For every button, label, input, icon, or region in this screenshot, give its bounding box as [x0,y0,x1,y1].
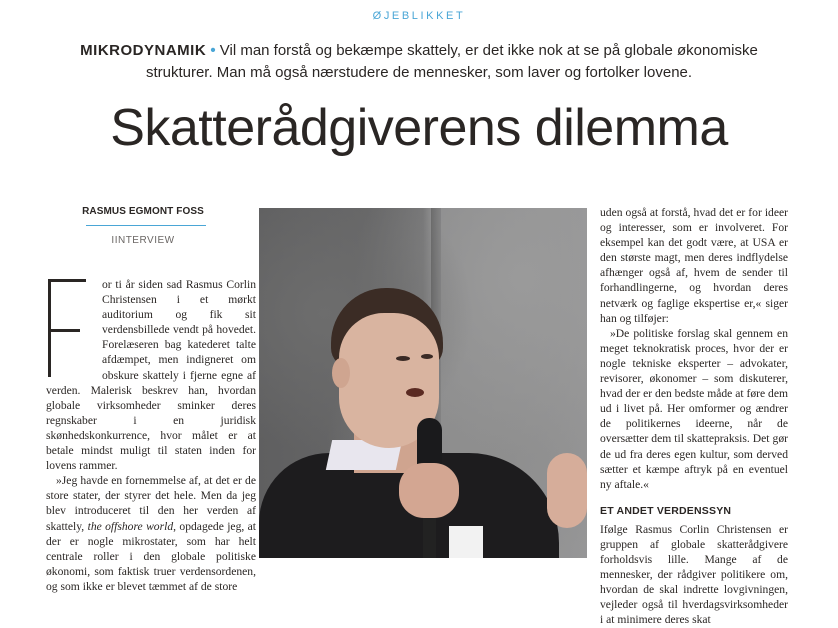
paragraph-5: Ifølge Rasmus Corlin Christensen er gruppen af globale skatterådgivere forholdsvis lille. Mange af de mennesker, der rådgiver politikere om, hvordan de skal indrette lovgivningen, vejleder også til hverdagsvirksomheder i at minimere deres skat [600,522,788,627]
italic-term: the offshore world [87,519,174,533]
byline-divider [86,225,206,226]
body-column-right [600,205,788,628]
section-kicker: ØJEBLIKKET [372,10,466,22]
article-headline: Skatterådgiverens dilemma [110,99,728,157]
paragraph-2: »Jeg havde en fornemmelse af, at det er de store stater, der styrer det hele. Men da jeg blev introduceret til den her verden af skattely, the offshore world, opdagede jeg, at der er nogle mikrostater, som har helt centrale roller i den globale politiske økonomi, som faktisk truer verdensordenen, og som ikke er blevet tæmmet af de store [46,474,257,593]
byline-genre: IINTERVIEW [111,235,175,246]
name-badge [449,526,483,558]
bullet-icon: • [210,42,216,59]
article-deck [80,40,758,84]
paragraph-4: »De politiske forslag skal gennem en meget teknokratisk proces, hvor der er nogle tekniske eksperter – advokater, revisorer, økonomer – som diskuterer, hvad der er den bedste måde at føre dem ud i livet på. Her omformer og ændrer de politikernes ideerne, når de oversætter dem til skattepraksis. Det gør de ud fra deres egen kultur, som derved sætter et kæmpe aftryk på en eventuel ny aftale.« [600,326,788,491]
dropcap-f-icon [46,279,92,369]
paragraph-1: or ti år siden sad Rasmus Corlin Christensen i et mørkt auditorium og fik sit verdensbillede vendt på hovedet. Forelæseren bag katederet talte afdæmpet, men indigneret om obskure skattely i fjerne egne af verden. Malerisk beskrev han, hvordan globale virksomheder sminker deres regnskaber i en juridisk skønhedskonkurrence, hvor målet er at betale mindst muligt til staten inden for lovens rammer. [46,278,256,473]
interview-photo [259,208,587,558]
body-column-left [46,277,256,594]
deck-lead: MIKRODYNAMIK [80,42,207,59]
section-subheading: ET ANDET VERDENSSYN [600,504,732,517]
deck-text: Vil man forstå og bekæmpe skattely, er det ikke nok at se på globale økonomiske strukturer. Man må også nærstudere de mennesker, som laver og fortolker lovene. [145,42,758,81]
byline-author: RASMUS EGMONT FOSS [82,206,204,217]
paragraph-3: uden også at forstå, hvad det er for ideer og interesser, som er involveret. For eksempel kan det godt være, at USA er den største magt, men deres indflydelse afhænger også af, hvem de sender til forhandlingerne, og hvordan deres netværk og faglige ekspertise er,« siger han og tilføjer: [600,206,788,325]
